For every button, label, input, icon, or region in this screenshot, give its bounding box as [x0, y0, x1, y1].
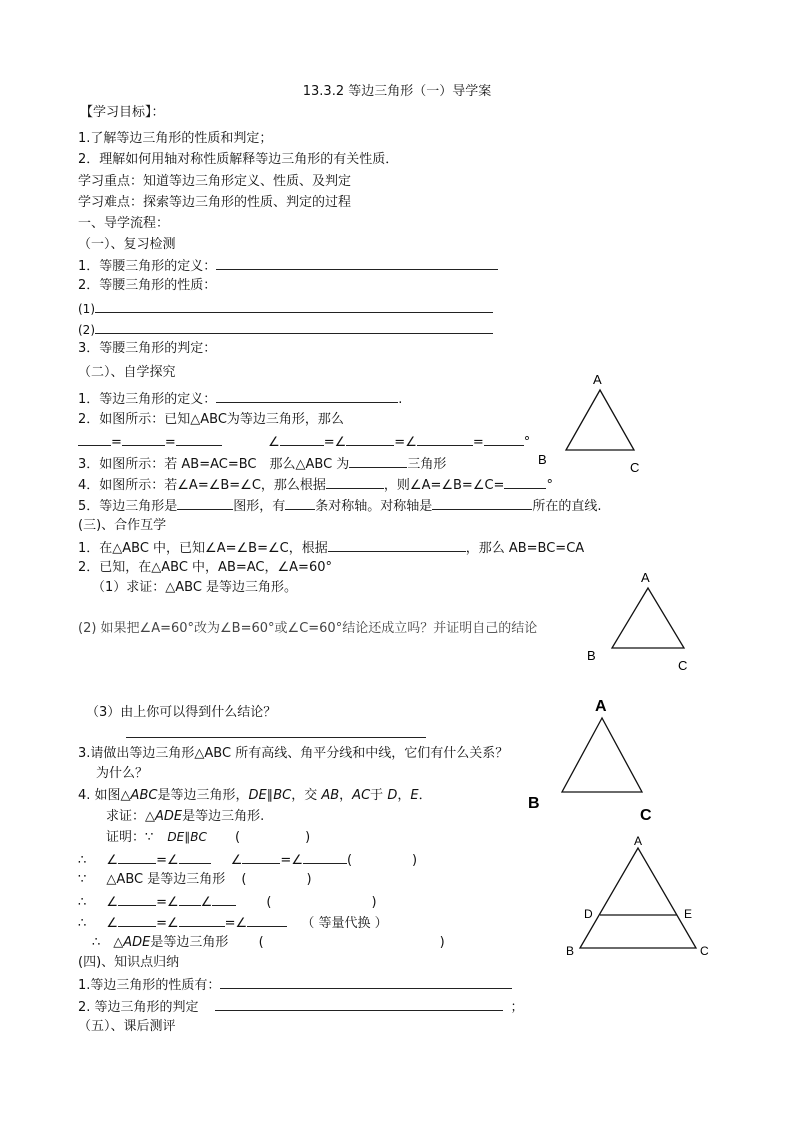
figure-triangle-1 [530, 368, 660, 478]
vertex-label-b: B [538, 452, 547, 467]
objective-2: 2．理解如何用轴对称性质解释等边三角形的有关性质． [78, 152, 399, 167]
answer-blank[interactable] [328, 538, 466, 552]
answer-blank[interactable] [417, 432, 473, 446]
vertex-label-b: B [528, 795, 540, 812]
review-p2: (2) [78, 320, 493, 339]
vertex-label-a: A [593, 372, 602, 387]
figure-triangle-4 [560, 830, 720, 965]
vertex-label-b: B [566, 944, 575, 958]
answer-blank[interactable] [179, 892, 201, 906]
vertex-label-c: C [678, 658, 688, 673]
coop-q4: 4. 如图△ABC是等边三角形，DE∥BC，交 AB，AC于 D，E． [78, 788, 432, 803]
answer-blank[interactable] [484, 432, 524, 446]
answer-blank[interactable] [220, 975, 512, 989]
proof-line-1: 证明：∵ DE∥BC ( ) [106, 830, 311, 845]
triangle-abc [566, 390, 634, 450]
answer-blank[interactable] [118, 892, 156, 906]
objective-1: 1.了解等边三角形的性质和判定； [78, 131, 273, 146]
answer-blank[interactable] [242, 850, 280, 864]
self-q2-blanks: = = ∠ =∠ =∠ = ° [78, 432, 530, 452]
review-q2: 2．等腰三角形的性质： [78, 278, 217, 293]
flow-header: 一、导学流程： [78, 216, 170, 231]
summary-q2: 2. 等边三角形的判定 ； [78, 997, 524, 1017]
page-title: 13.3.2 等边三角形（一）导学案 [302, 84, 492, 99]
objectives-header: 【学习目标】： [80, 105, 165, 120]
vertex-label-e: E [684, 907, 693, 921]
vertex-label-c: C [640, 807, 652, 824]
answer-blank[interactable] [280, 432, 324, 446]
coop-q3: 3.请做出等边三角形△ABC 所有高线、角平分线和中线，它们有什么关系？ [78, 746, 509, 761]
coop-q1: 1．在△ABC 中，已知∠A=∠B=∠C，根据 ，那么 AB=BC=CA [78, 538, 584, 558]
figure-triangle-3 [522, 694, 672, 826]
answer-blank[interactable] [326, 475, 384, 489]
coop-q4-prove: 求证：△ADE是等边三角形. [106, 809, 265, 824]
coop-header: (三)、合作互学 [78, 518, 167, 533]
review-header: （一）、复习检测 [78, 237, 176, 252]
proof-line-4: ∴ ∠ =∠ ∠ ( ) [78, 892, 377, 912]
difficulty-point: 学习难点：探索等边三角形的性质、判定的过程 [78, 195, 352, 210]
answer-blank[interactable] [118, 913, 156, 927]
self-q4: 4．如图所示：若∠A=∠B=∠C，那么根据 ，则∠A=∠B=∠C= ° [78, 475, 553, 495]
key-point: 学习重点：知道等边三角形定义、性质、及判定 [78, 174, 352, 189]
summary-q1: 1.等边三角形的性质有： [78, 975, 512, 995]
vertex-label-a: A [595, 698, 607, 715]
review-p1: (1) [78, 299, 493, 318]
answer-blank[interactable] [285, 496, 315, 510]
vertex-label-a: A [641, 570, 650, 585]
answer-blank[interactable] [122, 432, 165, 446]
answer-blank[interactable] [95, 320, 493, 334]
answer-blank[interactable] [346, 432, 394, 446]
answer-blank[interactable] [212, 892, 236, 906]
self-q5: 5．等边三角形是 图形，有 条对称轴。对称轴是 所在的直线. [78, 496, 601, 516]
coop-q2-3: （3）由上你可以得到什么结论？ [86, 705, 277, 720]
answer-blank[interactable] [432, 496, 532, 510]
vertex-label-c: C [630, 460, 640, 475]
coop-q2-3-blank [126, 724, 426, 744]
vertex-label-b: B [587, 648, 596, 663]
vertex-label-d: D [584, 907, 593, 921]
self-q2: 2．如图所示：已知△ABC为等边三角形，那么 [78, 412, 344, 427]
answer-blank[interactable] [179, 913, 225, 927]
test-header: （五）、课后测评 [78, 1019, 176, 1034]
answer-blank[interactable] [215, 997, 503, 1011]
review-q3: 3．等腰三角形的判定： [78, 341, 217, 356]
proof-line-5: ∴ ∠ =∠ =∠ （ 等量代换 ） [78, 913, 388, 933]
answer-blank[interactable] [179, 850, 211, 864]
triangle-abc [612, 588, 684, 648]
triangle-abc [562, 718, 642, 792]
vertex-label-a: A [634, 834, 643, 848]
proof-line-3: ∵ △ABC 是等边三角形 ( ) [78, 872, 312, 887]
answer-blank[interactable] [176, 432, 222, 446]
coop-q2-2: (2) 如果把∠A=60°改为∠B=60°或∠C=60°结论还成立吗？并证明自己的结论 [78, 621, 538, 636]
self-q1: 1．等边三角形的定义： . [78, 389, 402, 409]
review-q1: 1．等腰三角形的定义： [78, 256, 498, 276]
answer-blank[interactable] [216, 256, 498, 270]
answer-blank[interactable] [126, 724, 426, 738]
proof-line-2: ∴ ∠ =∠ ∠ =∠ ( ) [78, 850, 417, 870]
vertex-label-c: C [700, 944, 709, 958]
answer-blank[interactable] [118, 850, 156, 864]
self-q3: 3．如图所示：若 AB=AC=BC 那么△ABC 为 三角形 [78, 454, 446, 474]
figure-triangle-2 [580, 566, 710, 676]
answer-blank[interactable] [349, 454, 407, 468]
summary-header: (四)、知识点归纳 [78, 955, 180, 970]
answer-blank[interactable] [95, 299, 493, 313]
answer-blank[interactable] [78, 432, 111, 446]
coop-q2-1: （1）求证：△ABC 是等边三角形。 [92, 580, 298, 595]
proof-conclusion: ∴ △ADE是等边三角形 ( ) [92, 935, 445, 950]
answer-blank[interactable] [247, 913, 287, 927]
coop-q2: 2．已知，在△ABC 中，AB=AC，∠A=60° [78, 560, 332, 575]
self-study-header: （二）、自学探究 [78, 365, 176, 380]
answer-blank[interactable] [216, 389, 398, 403]
triangle-abc [580, 848, 696, 948]
coop-q3-why: 为什么？ [96, 766, 149, 781]
answer-blank[interactable] [177, 496, 233, 510]
answer-blank[interactable] [303, 850, 347, 864]
